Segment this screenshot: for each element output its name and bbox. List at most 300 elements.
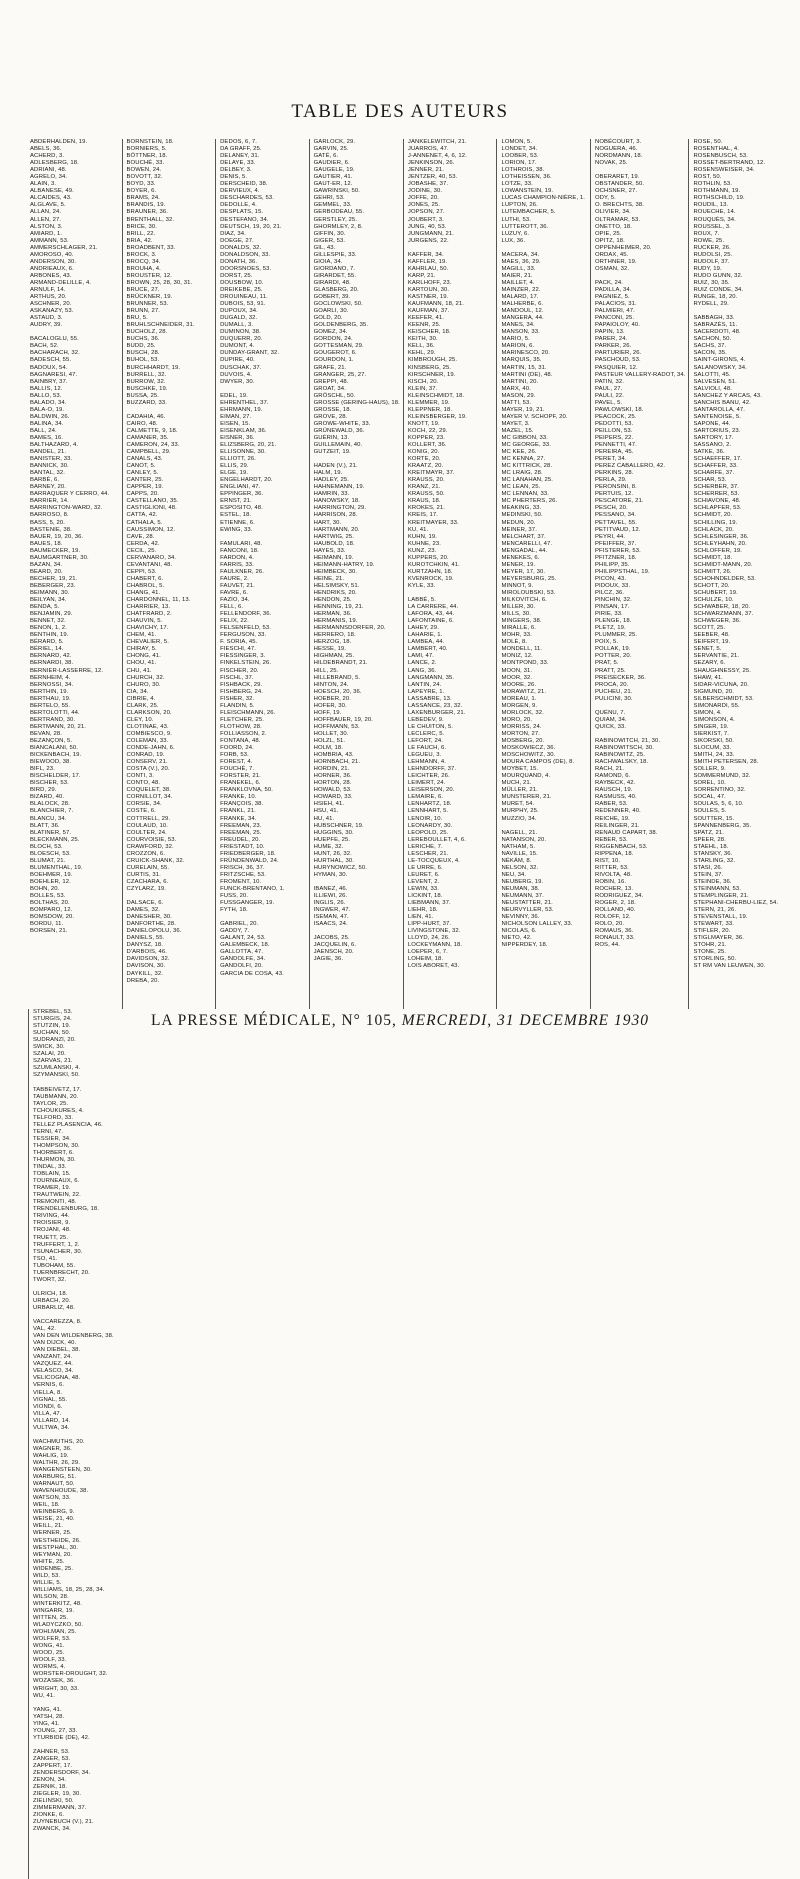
- author-entry: CURTIS, 31.: [126, 871, 161, 878]
- author-entry: KROKES, 21.: [407, 505, 446, 512]
- author-entry: CAUSSIMON, 12.: [126, 526, 176, 533]
- author-entry: FLEISCHMANN, 26.: [220, 709, 276, 716]
- author-entry: CHAVICHY, 17.: [126, 625, 169, 632]
- author-entry: VANZANT, 24.: [33, 1354, 73, 1361]
- author-entry: LONDET, 34.: [501, 146, 538, 153]
- author-entry: URBARLIZ, 48.: [33, 1304, 75, 1311]
- author-entry: MORTON, 27.: [501, 730, 540, 737]
- author-entry: BORNIERS, 5.: [126, 146, 167, 153]
- author-entry: LANG, 36.: [407, 667, 437, 674]
- author-entry: FUSS, 20.: [220, 893, 249, 900]
- author-entry: HOEBER, 20.: [313, 695, 352, 702]
- author-entry: CHATFRARD, 2.: [126, 611, 172, 618]
- author-entry: KRANZ, 21.: [407, 484, 441, 491]
- author-entry: BEVAN, 28.: [30, 730, 62, 737]
- author-entry: CHONG, 41.: [126, 653, 161, 660]
- author-entry: KAUFMANN, 18, 21.: [407, 301, 464, 308]
- author-entry: DANIELS, 55.: [126, 935, 165, 942]
- author-entry: DUQUERR, 20.: [220, 336, 263, 343]
- author-entry: GALEMBECK, 18.: [220, 942, 270, 949]
- author-entry: BOHN, 20.: [30, 885, 60, 892]
- author-entry: ULRICH, 18.: [33, 1290, 68, 1297]
- author-entry: KARP, 21.: [407, 272, 436, 279]
- author-entry: YTURBIDE (DE), 42.: [33, 1734, 90, 1741]
- letter-gap: [314, 456, 400, 463]
- author-entry: HU, 41.: [313, 815, 335, 822]
- author-entry: SANCHEZ Y ARCAS, 43.: [693, 392, 763, 399]
- author-entry: MOHR, 33.: [501, 632, 532, 639]
- author-entry: KELL, 36.: [407, 343, 435, 350]
- author-entry: ROMAUS, 36.: [595, 928, 634, 935]
- author-entry: HERMANNSDORFER, 20.: [313, 625, 386, 632]
- author-entry: JONES, 25.: [407, 202, 441, 209]
- author-entry: TAUBMANN, 20.: [33, 1093, 79, 1100]
- author-entry: AMOROSO, 40.: [30, 251, 74, 258]
- author-entry: PEACOCK, 25.: [595, 413, 637, 420]
- author-entry: MARQUIS, 35.: [501, 357, 542, 364]
- author-entry: CADAHIA, 46.: [126, 413, 166, 420]
- author-entry: LIPP-HURT, 37.: [407, 921, 452, 928]
- author-entry: EISNER, 36.: [220, 434, 255, 441]
- author-entry: WILD, 53.: [33, 1572, 61, 1579]
- author-entry: ROSENBUSCH, 53.: [693, 153, 748, 160]
- author-entry: ALGLAVE, 5.: [30, 202, 66, 209]
- author-entry: SCHERRER, 53.: [693, 491, 740, 498]
- author-entry: RYDELL, 29.: [693, 301, 729, 308]
- author-entry: OSMAN, 32.: [595, 265, 630, 272]
- letter-gap: [127, 407, 213, 414]
- author-entry: FRANEKEL, 6.: [220, 780, 261, 787]
- author-entry: NAGELL, 21.: [501, 829, 538, 836]
- author-entry: MOYBET, 15.: [501, 766, 539, 773]
- author-entry: LEGUEU, 3.: [407, 752, 442, 759]
- author-entry: DELBEY, 3.: [220, 167, 252, 174]
- author-entry: SCHOTT, 20.: [693, 582, 730, 589]
- author-entry: EIMAN, 27.: [220, 413, 252, 420]
- author-entry: BANNICK, 30.: [30, 463, 69, 470]
- author-entry: HOFF, 19.: [313, 709, 342, 716]
- author-entry: ROTHLIN, 53.: [693, 181, 732, 188]
- author-entry: MORGEN, 9.: [501, 702, 538, 709]
- author-entry: KORTE, 20.: [407, 456, 441, 463]
- author-entry: SCHULZE, 10.: [693, 597, 734, 604]
- author-entry: D'ARBOIS, 46.: [126, 949, 167, 956]
- author-entry: AGRELO, 34.: [30, 174, 68, 181]
- author-entry: RIGGENBACH, 53.: [595, 843, 648, 850]
- author-entry: GRANGER, 25, 27.: [313, 371, 367, 378]
- author-entry: SOUTTER, 15.: [693, 815, 735, 822]
- author-entry: ROSE, 50.: [693, 139, 723, 145]
- author-entry: CRUICK-SHANK, 32.: [126, 857, 185, 864]
- author-entry: CLOTINAE, 43.: [126, 723, 169, 730]
- author-entry: LASSANCE, 23, 32.: [407, 702, 463, 709]
- author-entry: SINGER, 19.: [693, 723, 729, 730]
- author-entry: TROJANI, 48.: [33, 1227, 71, 1234]
- author-entry: PULICINI, 30.: [595, 695, 633, 702]
- author-entry: BROWN, 25, 28, 30, 31.: [126, 279, 193, 286]
- author-entry: ABDERHALDEN, 19.: [30, 139, 88, 145]
- author-entry: WAGNER, 36.: [33, 1445, 72, 1452]
- author-entry: HUEPFE, 25.: [313, 836, 351, 843]
- author-entry: KARTOUN, 30.: [407, 286, 450, 293]
- author-entry: SIDAR-VICUNA, 20.: [693, 681, 749, 688]
- author-entry: BERNIER-LASSERRE, 12.: [30, 667, 104, 674]
- author-entry: TAYLOR, 25.: [33, 1100, 69, 1107]
- author-entry: HENNING, 19, 21.: [313, 604, 364, 611]
- footer-journal: LA PRESSE MÉDICALE,: [150, 1012, 337, 1029]
- author-entry: BERNARD, 42.: [30, 653, 72, 660]
- author-entry: HINTON, 24.: [313, 681, 349, 688]
- author-entry: HART, 30.: [313, 519, 342, 526]
- author-entry: J-ANNENET, 4, 6, 12.: [407, 153, 467, 160]
- author-entry: MC KEE, 26.: [501, 449, 537, 456]
- author-entry: BALDWIN, 26.: [30, 413, 70, 420]
- author-entry: LAHARIE, 1.: [407, 632, 443, 639]
- author-entry: KEISCHER, 18.: [407, 329, 451, 336]
- author-entry: WOZASEK, 36.: [33, 1678, 76, 1685]
- author-entry: MORRISS, 24.: [501, 723, 542, 730]
- author-entry: KYLE, 33.: [407, 582, 436, 589]
- author-entry: TRAMER, 19.: [33, 1185, 71, 1192]
- author-entry: LERICHE, 7.: [407, 843, 443, 850]
- author-entry: SENET, 5.: [693, 646, 722, 653]
- author-entry: LUX, 36.: [501, 237, 526, 244]
- author-entry: FRANKE, 34.: [220, 815, 257, 822]
- author-entry: WOHLMAN, 25.: [33, 1629, 77, 1636]
- author-entry: MOSCHOWITZ, 30.: [501, 752, 556, 759]
- author-entry: SILBERSCHMIDT, 53.: [693, 695, 754, 702]
- author-entry: ANDRIEAUX, 6.: [30, 265, 74, 272]
- author-entry: KREITMAYR, 37.: [407, 470, 455, 477]
- letter-gap: [408, 590, 494, 597]
- author-entry: CHURCH, 32.: [126, 674, 165, 681]
- author-entry: BANTAL, 32.: [30, 470, 66, 477]
- author-entry: ADRIANI, 48.: [30, 167, 67, 174]
- author-entry: WANGENSTEEN, 30.: [33, 1467, 92, 1474]
- author-entry: STARLING, 32.: [693, 857, 736, 864]
- author-entry: ENGELHARDT, 20.: [220, 477, 273, 484]
- author-entry: BRANDIS, 19.: [126, 202, 166, 209]
- author-entry: MAYET, 3.: [501, 420, 530, 427]
- author-entry: SWICK, 30.: [33, 1044, 65, 1051]
- author-entry: ELGE, 19.: [220, 470, 249, 477]
- author-entry: YANG, 41.: [33, 1706, 62, 1713]
- author-entry: GAUT-ER, 12.: [313, 181, 353, 188]
- author-entry: ST RM VAN LEUWEN, 30.: [693, 963, 766, 970]
- author-entry: ABELS, 36.: [30, 146, 62, 153]
- author-entry: ROLLAND, 40.: [595, 907, 636, 914]
- author-entry: LENNHART, 5.: [407, 808, 449, 815]
- author-entry: LEVENT, 2.: [407, 878, 440, 885]
- author-entry: GOARLI, 30.: [313, 308, 349, 315]
- author-entry: HAYES, 33.: [313, 547, 346, 554]
- author-entry: MIRALLE, 6.: [501, 625, 536, 632]
- author-entry: GAWRINSKI, 50.: [313, 188, 360, 195]
- author-entry: MC KITTRICK, 28.: [501, 463, 553, 470]
- author-entry: RASMUSS, 40.: [595, 794, 637, 801]
- author-entry: CROZZON, 6.: [126, 850, 165, 857]
- author-entry: WERNER, 25.: [33, 1530, 72, 1537]
- author-entry: GROVE, 28.: [313, 413, 348, 420]
- author-entry: PAGNIEZ, 5.: [595, 294, 630, 301]
- author-entry: FRANKL, 21.: [220, 808, 256, 815]
- author-entry: WALTHR, 26, 29.: [33, 1460, 81, 1466]
- author-entry: TRUETT, 25.: [33, 1234, 69, 1241]
- author-entry: STIGLMAYER, 36.: [693, 935, 744, 942]
- author-entry: PERONSINI, 8.: [595, 484, 637, 491]
- author-entry: LENOIR, 10.: [407, 815, 443, 822]
- author-entry: BLALOCK, 28.: [30, 801, 70, 808]
- author-entry: GLASBERG, 20.: [313, 286, 359, 293]
- author-entry: ACHERD, 3.: [30, 153, 65, 160]
- author-entry: WONG, 41.: [33, 1643, 65, 1650]
- author-entry: PROCA, 20.: [595, 681, 629, 688]
- author-entry: PAUL, 27.: [595, 385, 623, 392]
- author-entry: FELLENDORF, 36.: [220, 611, 272, 618]
- author-entry: PALACIOS, 31.: [595, 301, 637, 308]
- author-entry: PESCH, 20.: [595, 505, 628, 512]
- author-entry: LUCAS CHAMPION-NIÈRE, 1.: [501, 195, 586, 202]
- author-entry: SARTORIUS, 23.: [693, 427, 741, 434]
- author-entry: IBANEZ, 46.: [313, 885, 348, 892]
- author-entry: MEDINSKI, 50.: [501, 512, 543, 519]
- author-entry: REDENNER, 40.: [595, 808, 641, 815]
- author-entry: GOLD, 20.: [313, 315, 343, 322]
- author-entry: BRUCE, 27.: [126, 286, 160, 293]
- author-entry: FAUVET, 21.: [220, 582, 255, 589]
- author-entry: KREITMAYER, 33.: [407, 519, 459, 526]
- author-entry: SACERDOTI, 48.: [693, 329, 741, 336]
- author-entry: ZIEGLER, 19, 30.: [33, 1791, 82, 1798]
- author-entry: REBER, 53.: [595, 836, 628, 843]
- author-entry: OLIVIER, 34.: [595, 209, 631, 216]
- author-entry: EHRENTHEL, 37.: [220, 399, 269, 406]
- author-entry: FUSSGANGER, 19.: [220, 900, 275, 907]
- author-entry: GATÉ, 6.: [313, 153, 339, 160]
- author-entry: GOMEZ, 34.: [313, 329, 348, 336]
- author-entry: LOOBER, 53.: [501, 153, 539, 160]
- author-entry: OCHSNER, 27.: [595, 188, 638, 195]
- author-entry: FAZIO, 34.: [220, 597, 250, 604]
- author-entry: ZENON, 34.: [33, 1777, 67, 1784]
- author-entry: HILLEBRAND, 5.: [313, 674, 361, 681]
- author-entry: ENGLIANI, 47.: [220, 484, 261, 491]
- author-entry: MENCARELLI, 47.: [501, 540, 553, 547]
- author-entry: ARNULF, 14.: [30, 286, 66, 293]
- author-entry: FRANÇOIS, 38.: [220, 801, 264, 808]
- author-entry: BIZARD, 40.: [30, 794, 65, 801]
- author-entry: BURRELL, 32.: [126, 371, 167, 378]
- author-entry: HEIMBECK, 30.: [313, 568, 358, 575]
- author-entry: BUZZARD, 33.: [126, 399, 168, 406]
- author-entry: MENGADAL, 44.: [501, 547, 548, 554]
- author-entry: WINTERKITZ, 48.: [33, 1600, 82, 1607]
- author-entry: NAVILLE, 15.: [501, 850, 538, 857]
- author-entry: KIRSCHNER, 19.: [407, 371, 456, 378]
- author-entry: HUGGINS, 30.: [313, 829, 354, 836]
- author-entry: MAYER, 19, 21.: [501, 406, 545, 413]
- author-entry: BOEHLER, 12.: [30, 878, 71, 885]
- author-entry: MILLS, 30.: [501, 611, 531, 618]
- author-entry: LE FAUCH, 6.: [407, 745, 447, 752]
- author-entry: MURPHY, 25.: [501, 808, 539, 815]
- author-entry: ROUQUÈS, 34.: [693, 216, 736, 223]
- author-entry: BICKENBACH, 19.: [30, 752, 82, 759]
- author-entry: MAYER V. SCHOPF, 20.: [501, 413, 568, 420]
- author-entry: GIOIA, 34.: [313, 258, 343, 265]
- author-entry: SAINT-GIRONS, 4.: [693, 357, 746, 364]
- author-entry: BUHOL, 53.: [126, 357, 160, 364]
- author-entry: DAMES, 32.: [126, 907, 160, 914]
- author-entry: WHITE, 25.: [33, 1558, 65, 1565]
- author-entry: MENER, 19.: [501, 561, 536, 568]
- author-entry: NOBÉCOURT, 3.: [595, 139, 642, 145]
- author-entry: JOUBERT, 3.: [407, 216, 444, 223]
- author-entry: NATHAM, 5.: [501, 843, 536, 850]
- author-entry: LEMAIRE, 6.: [407, 794, 444, 801]
- author-entry: CRAWFORD, 32.: [126, 843, 174, 850]
- author-entry: BANISTER, 33.: [30, 456, 73, 463]
- author-entry: BEBERGER, 23.: [30, 582, 76, 589]
- author-entry: LASSABRE, 13.: [407, 695, 452, 702]
- author-entry: CERDA, 42.: [126, 540, 160, 547]
- author-entry: TOBLAIN, 15.: [33, 1171, 71, 1178]
- author-entry: GOLDENBERG, 35.: [313, 322, 369, 329]
- author-entry: FLOTHOW, 28.: [220, 723, 262, 730]
- author-entry: SCHLACK, 20.: [693, 526, 734, 533]
- author-entry: RAMOND, 6.: [595, 773, 631, 780]
- author-entry: FISHBACK, 29.: [220, 681, 263, 688]
- author-entry: ELLIOTT, 26.: [220, 456, 256, 463]
- author-entry: GILLESPIE, 33.: [313, 251, 357, 258]
- author-entry: AMMANN, 53.: [30, 237, 69, 244]
- author-entry: LORION, 17.: [501, 160, 537, 167]
- author-entry: DANIELOPOLU, 36.: [126, 928, 182, 935]
- index-column: [590, 139, 688, 1009]
- author-entry: BENON, 1, 2.: [30, 625, 67, 632]
- author-entry: WATSON, 33.: [33, 1495, 71, 1502]
- author-entry: KLEIN, 37.: [407, 385, 438, 392]
- author-entry: WILLIE, 5.: [33, 1579, 62, 1586]
- author-entry: LLOYD, 24, 26.: [407, 935, 450, 942]
- author-entry: JODINE, 30.: [407, 188, 443, 195]
- author-entry: MOON, 31.: [501, 667, 533, 674]
- author-entry: DONALDSON, 33.: [220, 251, 271, 258]
- author-entry: NICOLAS, 6.: [501, 928, 537, 935]
- author-entry: BURCHHARDT, 19.: [126, 364, 181, 371]
- author-entry: PRAT, 5.: [595, 660, 619, 667]
- author-entry: BRUNNER, 53.: [126, 301, 169, 308]
- author-entry: FYTH, 18.: [220, 907, 248, 914]
- author-entry: RODRIGUEZ, 34.: [595, 893, 644, 900]
- author-entry: CANTER, 25.: [126, 477, 164, 484]
- author-entry: SZYMANSKI, 50.: [33, 1072, 80, 1079]
- author-entry: BOMSDOW, 20.: [30, 914, 75, 921]
- author-entry: CIBRIE, 4.: [126, 695, 156, 702]
- author-entry: TWORT, 32.: [33, 1276, 67, 1283]
- author-entry: FLETCHER, 25.: [220, 716, 264, 723]
- author-entry: KURTZAHN, 18.: [407, 568, 453, 575]
- author-entry: INGWER, 47.: [313, 907, 351, 914]
- author-entry: MINNOT, 9.: [501, 582, 534, 589]
- author-entry: HURYNOWICZ, 50.: [313, 864, 368, 871]
- author-entry: CURELAIN, 55.: [126, 864, 170, 871]
- author-entry: GOBERT, 39.: [313, 294, 351, 301]
- author-entry: HUME, 32.: [313, 843, 344, 850]
- author-entry: BROUSTER, 12.: [126, 272, 173, 279]
- author-entry: PESSANO, 34.: [595, 512, 637, 519]
- author-entry: HANOWSKY, 18.: [313, 498, 360, 505]
- author-entry: CANLEY, 5.: [126, 470, 159, 477]
- author-entry: BASTENIE, 38.: [30, 526, 72, 533]
- author-entry: SCHAEFFER, 17.: [693, 456, 742, 463]
- author-entry: KOLLERT, 36.: [407, 442, 447, 449]
- author-entry: MACERA, 34.: [501, 251, 540, 258]
- author-entry: THURMON, 30.: [33, 1156, 76, 1163]
- author-entry: FANCONI, 18.: [220, 547, 259, 554]
- letter-gap: [33, 1284, 119, 1291]
- author-entry: POLLAK, 19.: [595, 646, 631, 653]
- author-entry: MONDELL, 11.: [501, 646, 543, 653]
- author-entry: FREUDEL, 20.: [220, 836, 261, 843]
- author-entry: BALLO, 53.: [30, 392, 62, 399]
- author-entry: LEHMANN, 4.: [407, 759, 446, 766]
- letter-gap: [408, 245, 494, 252]
- author-entry: MUCH, 21.: [501, 780, 532, 787]
- author-entry: SOULAS, 5, 6, 10.: [693, 801, 744, 808]
- author-entry: STONE, 25.: [693, 949, 727, 956]
- author-entry: RAUSCH, 19.: [595, 787, 633, 794]
- author-entry: NÉKÁM, 8.: [501, 857, 532, 864]
- author-entry: LUTEMBACHER, 5.: [501, 209, 556, 216]
- author-entry: SIKORSKI, 50.: [693, 737, 735, 744]
- author-entry: FAURE, 2.: [220, 575, 249, 582]
- author-entry: ROLO, 20.: [595, 921, 625, 928]
- index-column: [688, 139, 782, 1009]
- author-entry: GUÉRIN, 13.: [313, 434, 350, 441]
- author-entry: HEIMANN-HATRY, 19.: [313, 561, 375, 568]
- author-entry: TRAUTWEIN, 22.: [33, 1192, 81, 1199]
- author-entry: LEHNDORFF, 37.: [407, 766, 457, 773]
- author-entry: GALANT, 24, 53.: [220, 935, 266, 942]
- author-entry: BÖTTNER, 18.: [126, 153, 168, 160]
- author-entry: SASSANO, 2.: [693, 442, 732, 449]
- author-entry: BERNHEIM, 4.: [30, 674, 71, 681]
- author-entry: LOWANSTEIN, 19.: [501, 188, 554, 195]
- author-entry: LEFORT, 24.: [407, 737, 443, 744]
- author-entry: LE URRE, 6.: [407, 864, 443, 871]
- author-entry: FARRIS, 33.: [220, 561, 254, 568]
- author-entry: CECIL, 25.: [126, 547, 157, 554]
- author-entry: GEMMEL, 33.: [313, 202, 352, 209]
- author-entry: RUDOLSI, 25.: [693, 251, 733, 258]
- author-entry: GIRARDET, 55.: [313, 272, 357, 279]
- letter-gap: [33, 1432, 119, 1439]
- author-entry: ZERNIK, 18.: [33, 1784, 68, 1791]
- author-entry: BRIA, 42.: [126, 237, 153, 244]
- author-entry: SIERKIST, 7.: [693, 730, 730, 737]
- author-entry: PLETZ, 19.: [595, 625, 626, 632]
- author-entry: EPPINGER, 36.: [220, 491, 264, 498]
- author-entry: WORSTER-DROUGHT, 32.: [33, 1671, 108, 1678]
- author-entry: MC LENNAN, 33.: [501, 491, 550, 498]
- author-entry: COSTE, 6.: [126, 808, 156, 815]
- author-entry: VIELLA, 8.: [33, 1389, 63, 1396]
- author-entry: CHARRIER, 13.: [126, 604, 171, 611]
- author-entry: BRAUNER, 36.: [126, 209, 168, 216]
- author-entry: MC GEORGE, 33.: [501, 442, 551, 449]
- author-entry: HADEN (V.), 21.: [313, 463, 358, 470]
